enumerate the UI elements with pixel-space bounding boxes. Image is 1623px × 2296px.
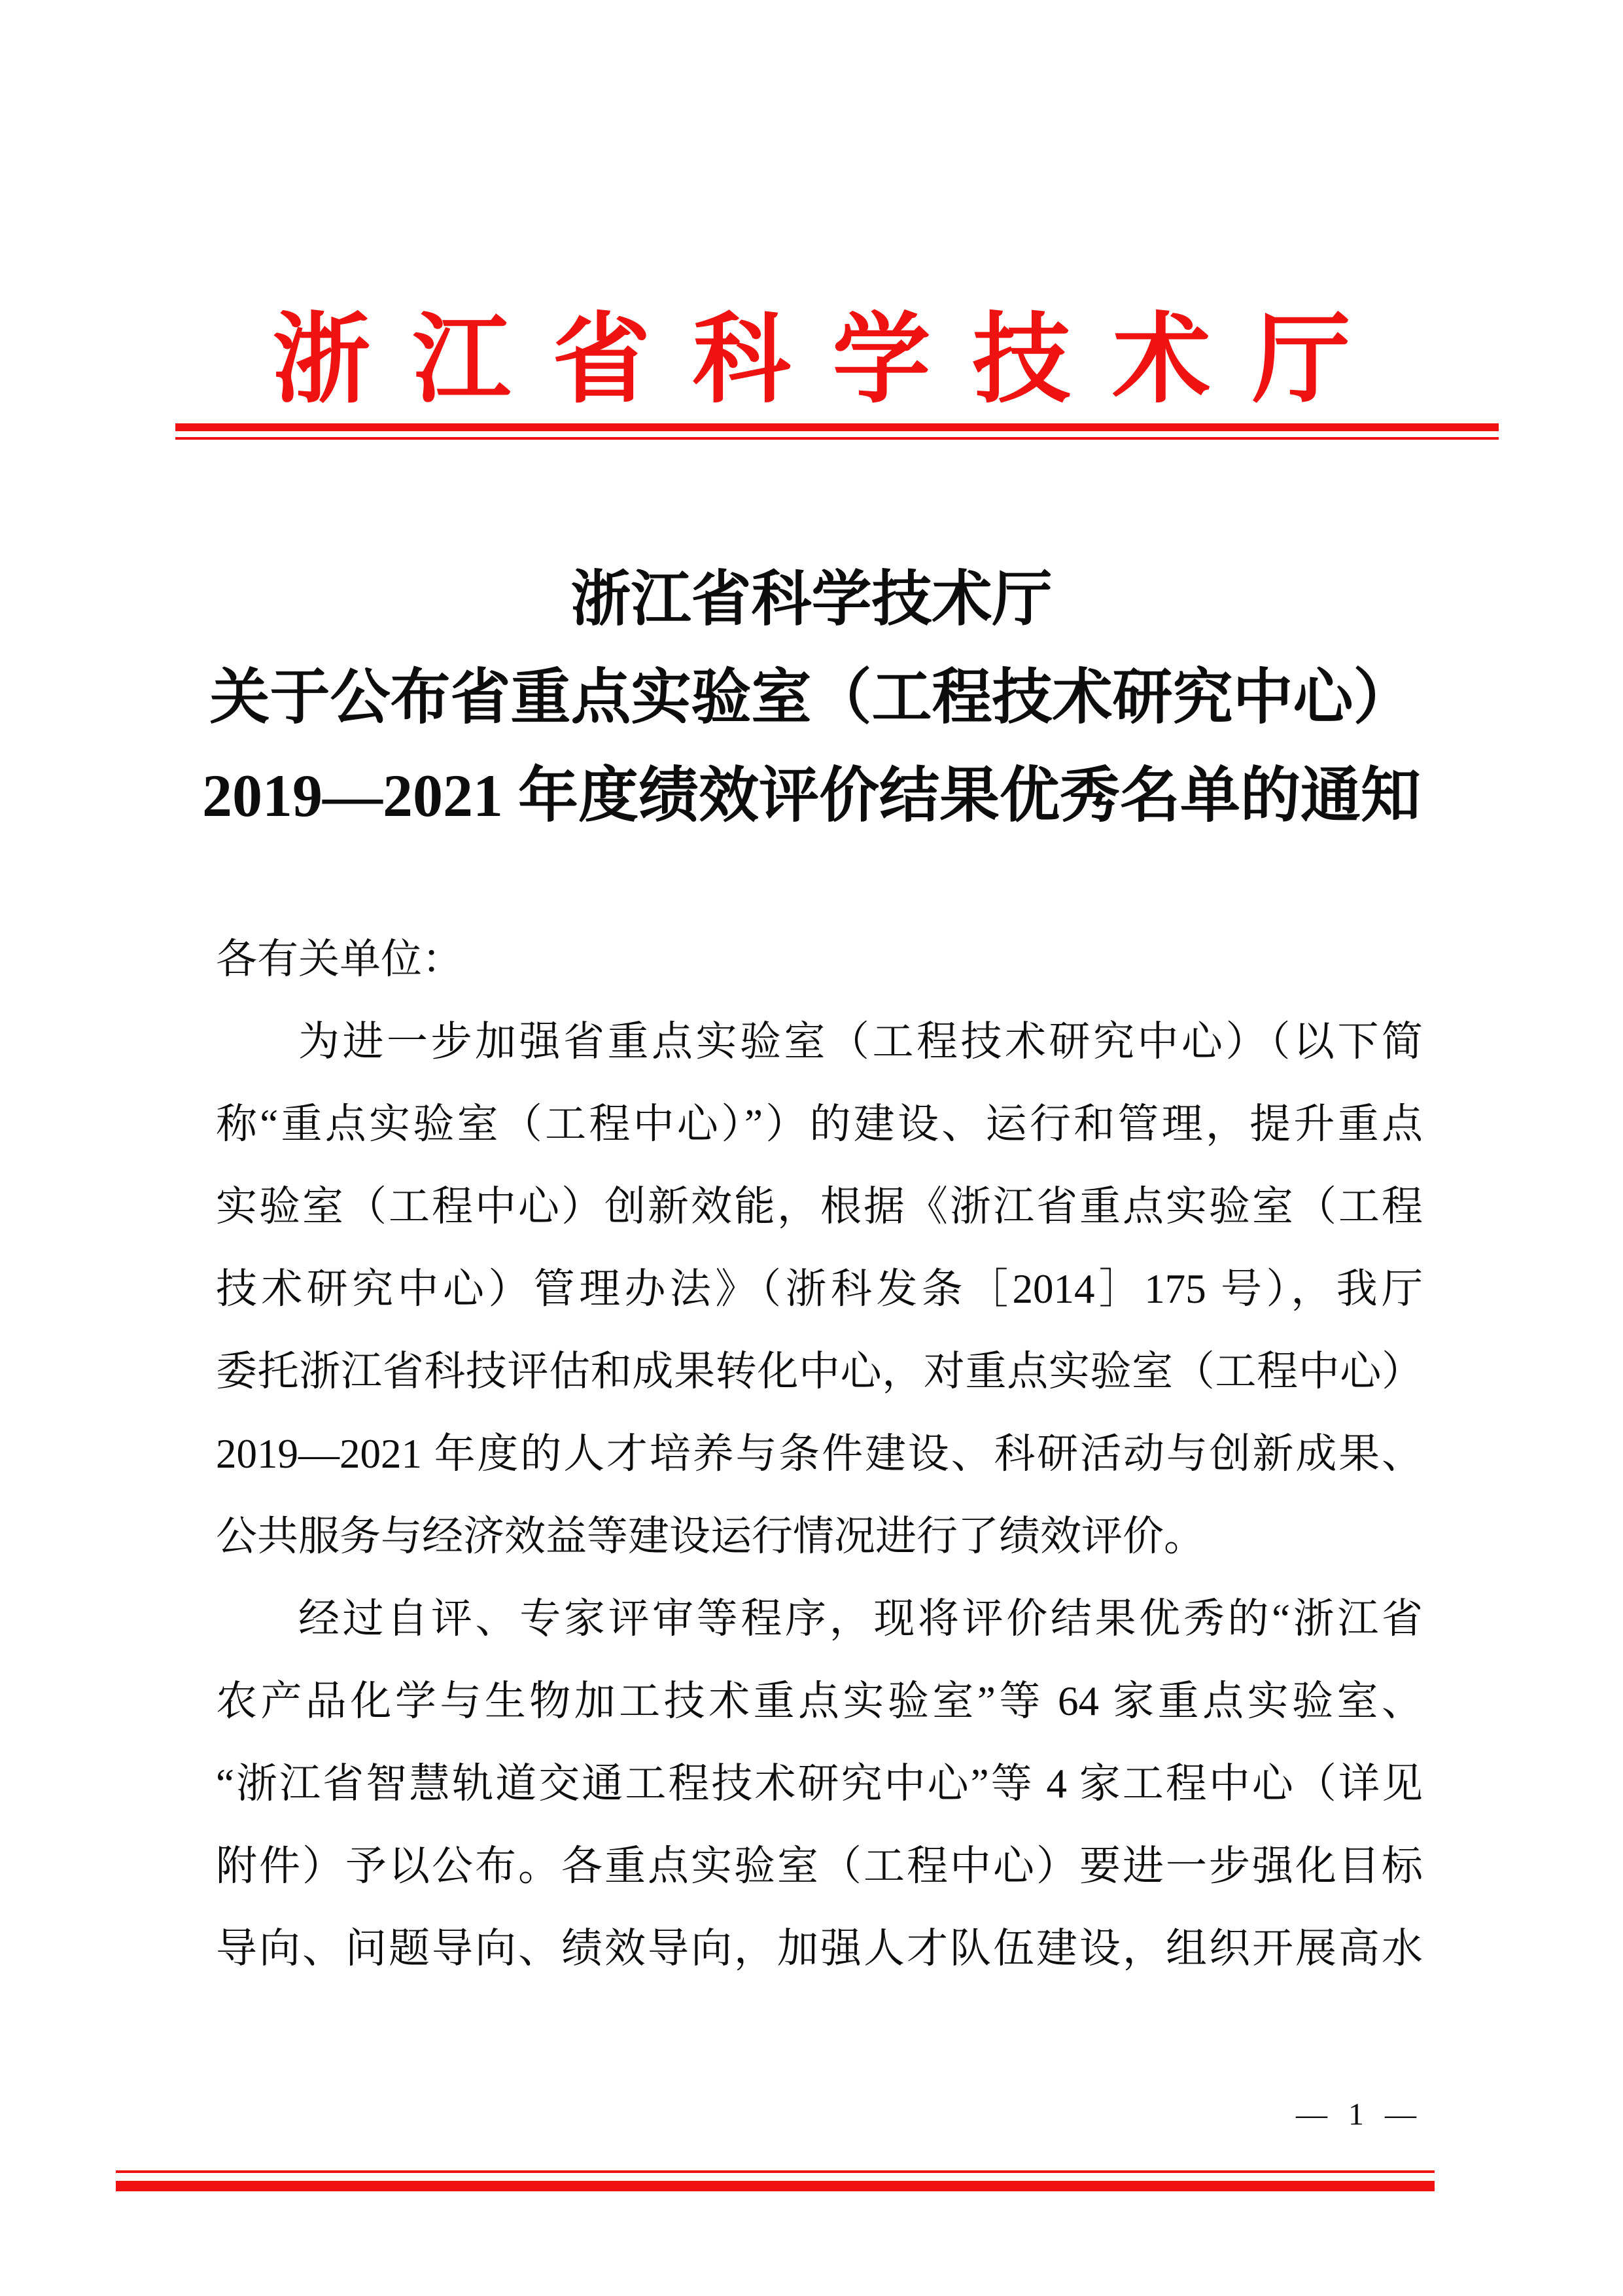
document-title-line-1: 浙江省科学技术厅	[570, 566, 1053, 633]
body-line: 公共服务与经济效益等建设运行情况进行了绩效评价。	[216, 1513, 1205, 1559]
document-body	[216, 918, 1423, 1990]
body-line: “浙江省智慧轨道交通工程技术研究中心”等 4 家工程中心（详见	[216, 1761, 1423, 1807]
letterhead-rule-thick	[175, 423, 1499, 431]
body-line: 经过自评、专家评审等程序，现将评价结果优秀的“浙江省	[298, 1596, 1423, 1642]
document-title	[0, 550, 1623, 845]
document-title-line-2: 关于公布省重点实验室（工程技术研究中心）	[209, 664, 1414, 731]
letterhead-rule-thin	[175, 437, 1499, 440]
body-line: 2019—2021 年度的人才培养与条件建设、科研活动与创新成果、	[216, 1431, 1423, 1477]
body-line: 附件）予以公布。各重点实验室（工程中心）要进一步强化目标	[216, 1843, 1423, 1889]
body-line: 委托浙江省科技评估和成果转化中心，对重点实验室（工程中心）	[216, 1349, 1423, 1394]
document-title-line-3: 2019—2021 年度绩效评价结果优秀名单的通知	[201, 762, 1421, 829]
body-line: 技术研究中心）管理办法》（浙科发条［2014］175 号），我厅	[216, 1266, 1423, 1312]
page-number: — 1 —	[1296, 2097, 1416, 2132]
footer-rule-thick	[116, 2181, 1435, 2191]
footer-rule-thin	[116, 2170, 1435, 2173]
letterhead-agency-name: 浙江省科学技术厅	[272, 306, 1393, 415]
body-line: 为进一步加强省重点实验室（工程技术研究中心）（以下简	[298, 1019, 1423, 1065]
salutation: 各有关单位：	[216, 936, 463, 982]
body-line: 称“重点实验室（工程中心）”）的建设、运行和管理，提升重点	[216, 1101, 1423, 1147]
body-line: 导向、问题导向、绩效导向，加强人才队伍建设，组织开展高水	[216, 1926, 1423, 1971]
body-line: 农产品化学与生物加工技术重点实验室”等 64 家重点实验室、	[216, 1678, 1423, 1724]
body-line: 实验室（工程中心）创新效能，根据《浙江省重点实验室（工程	[216, 1184, 1423, 1229]
